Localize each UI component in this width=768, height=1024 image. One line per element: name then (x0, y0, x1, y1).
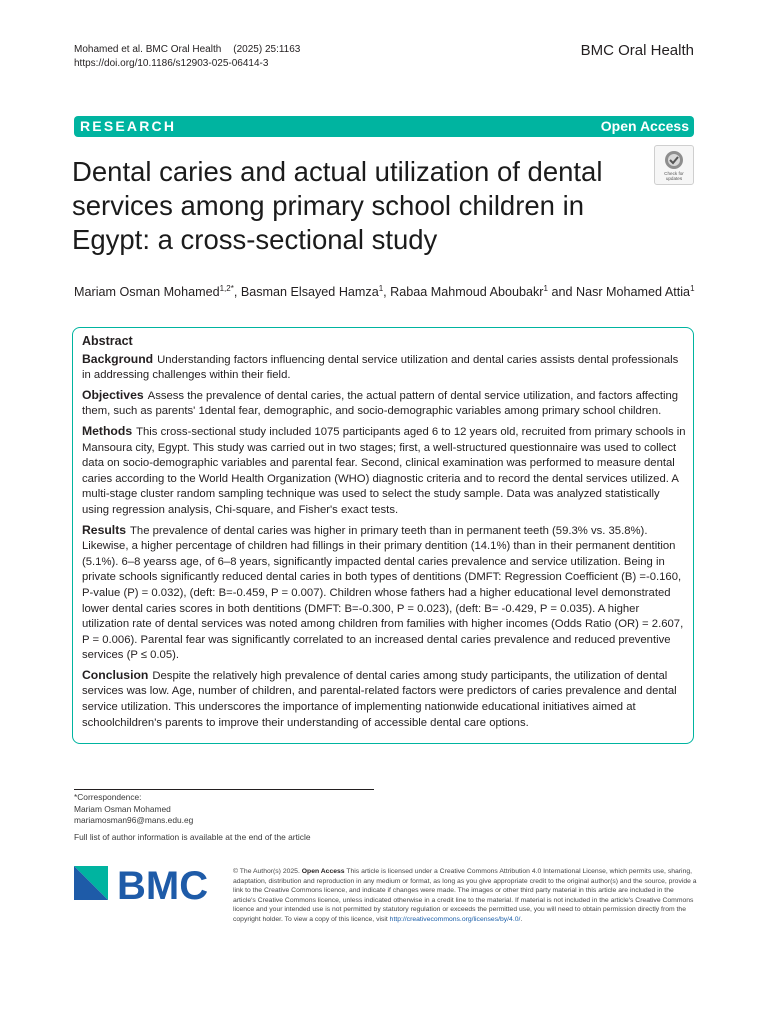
correspondence-email[interactable]: mariamosman96@mans.edu.eg (74, 815, 194, 825)
abstract-box (72, 327, 694, 744)
section-label: Background (82, 351, 154, 366)
author-name[interactable]: Rabaa Mahmoud Aboubakr (390, 285, 544, 300)
check-for-updates-button[interactable] (654, 145, 694, 185)
full-author-info-note: Full list of author information is available at the end of the article (74, 832, 311, 842)
svg-text:Check for: Check for (664, 171, 684, 176)
license-open-access: Open Access (301, 868, 345, 875)
author-name[interactable]: Nasr Mohamed Attia (575, 285, 691, 300)
section-label: Conclusion (82, 667, 149, 682)
abstract-background (82, 352, 686, 384)
citation-authors: Mohamed et al. BMC Oral Health (74, 44, 222, 55)
open-access-label: Open Access (600, 118, 689, 134)
svg-text:updates: updates (665, 176, 683, 181)
abstract-conclusion (82, 668, 686, 731)
license-statement (233, 867, 697, 925)
section-label: Objectives (82, 387, 144, 402)
abstract-heading: Abstract (82, 334, 133, 348)
footnote-divider (74, 789, 374, 790)
author-name[interactable]: Mariam Osman Mohamed (74, 285, 220, 300)
article-type-label: RESEARCH (80, 118, 177, 134)
abstract-methods (82, 424, 686, 519)
author-separator: , (383, 285, 391, 300)
citation-header (74, 43, 312, 71)
citation-volume: (2025) 25:1163 (233, 44, 301, 55)
correspondence-name: Mariam Osman Mohamed (74, 803, 171, 814)
section-text: The prevalence of dental caries was higher in primary teeth than in permanent teeth (59.3% vs. 35.8%). Likewise, a higher percentage of children had fillings in their primary dentition (14.1%) than in their permanent dentition (5.1%). 6–8 yearss age, of 6–8 years, significantly impacted dental caries prevalence and service utilization. Being in private schools significantly reduced dental caries in both types of dentitions (DMFT: Regression Coefficient (B) =-0.160, P-value (P) = 0.032), (deft: B=-0.459, P = 0.007). Children whose fathers had a higher educational level demonstrated lower dental caries scores in both dentitions (DMFT: B=-0.300, P = 0.023), (deft: B= -0.429, P = 0.035). A higher utilization rate of dental services was noted among children from families with higher incomes (Odds Ratio (OR) = 2.607, P = 0.006). Parental fear was significantly correlated to an increased dental caries prevalence and reduced preventive services (P ≤ 0.05). (82, 524, 684, 662)
doi-link[interactable]: https://doi.org/10.1186/s12903-025-06414-3 (74, 58, 269, 69)
author-list (74, 284, 714, 299)
license-suffix: . (520, 915, 523, 923)
license-text: This article is licensed under a Creative Commons Attribution 4.0 International License, which permits use, sharing, adaptation, distribution and reproduction in any medium or format, as long as you give appropriate credit to the original author(s) and the source, provide a link to the Creative Commons licence, and indicate if changes were made. The images or other third party material in this article are included in the article's Creative Commons licence, unless indicated otherwise in a credit line to the material. If material is not included in the article's Creative Commons licence and your intended use is not permitted by statutory regulation or exceeds the permitted use, you will need to obtain permission directly from the copyright holder. To view a copy of this licence, visit (233, 868, 697, 923)
section-label: Results (82, 522, 127, 537)
section-text: This cross-sectional study included 1075 participants aged 6 to 12 years old, recruited from primary schools in Mansoura city, Egypt. This study was carried out in two stages; first, a well-structured questionnaire was used to collect data on socio-demographic variables and parental fear. Second, clinical examination was performed to measure dental caries according to the World Health Organization (WHO) diagnostic criteria and to record the dental services utilized. A multi-stage cluster random sampling technique was used to select the study sample. Data was analyzed statistically using regression analysis, Chi-square, and Fisher's exact tests. (82, 425, 686, 516)
abstract-objectives (82, 388, 686, 420)
license-link[interactable]: http://creativecommons.org/licenses/by/4.0/ (389, 915, 521, 923)
author-name[interactable]: Basman Elsayed Hamza (240, 285, 379, 300)
bmc-logo-icon (74, 866, 214, 904)
section-text: Understanding factors influencing dental service utilization and dental caries assists dental professionals in addressing challenges within their field. (82, 353, 679, 382)
author-separator: , (233, 285, 241, 300)
author-affiliation: 1 (543, 284, 548, 293)
article-type-band (74, 116, 694, 137)
author-affiliation: 1 (378, 284, 384, 293)
author-affiliation: 1 (690, 284, 695, 293)
check-for-updates-icon (655, 146, 693, 184)
bmc-logo (74, 866, 214, 904)
license-copyright: © The Author(s) 2025. (233, 868, 300, 875)
correspondence (74, 792, 193, 827)
section-label: Methods (82, 423, 133, 438)
article-title: Dental caries and actual utilization of dental services among primary school children in Egypt: a cross-sectional study (72, 156, 603, 255)
author-separator: and (547, 285, 576, 300)
bmc-logo-text: BMC (117, 866, 209, 904)
author-affiliation: 1,2* (219, 284, 234, 293)
section-text: Despite the relatively high prevalence of dental caries among study participants, the utilization of dental services was low. Age, number of children, and parental-related factors were predictors of caries prevalence and dental service utilization. This underscores the importance of implementing nationwide educational initiatives aimed at schoolchildren's parents to improve their understanding of accessible dental care options. (82, 669, 677, 729)
abstract-results (82, 523, 686, 664)
correspondence-label: *Correspondence: (74, 792, 142, 802)
section-text: Assess the prevalence of dental caries, the actual pattern of dental service utilization, and factors affecting them, such as parents' 1dental fear, demographic, and socio-demographic variables among primary school children. (82, 389, 679, 418)
journal-name: BMC Oral Health (580, 42, 694, 59)
